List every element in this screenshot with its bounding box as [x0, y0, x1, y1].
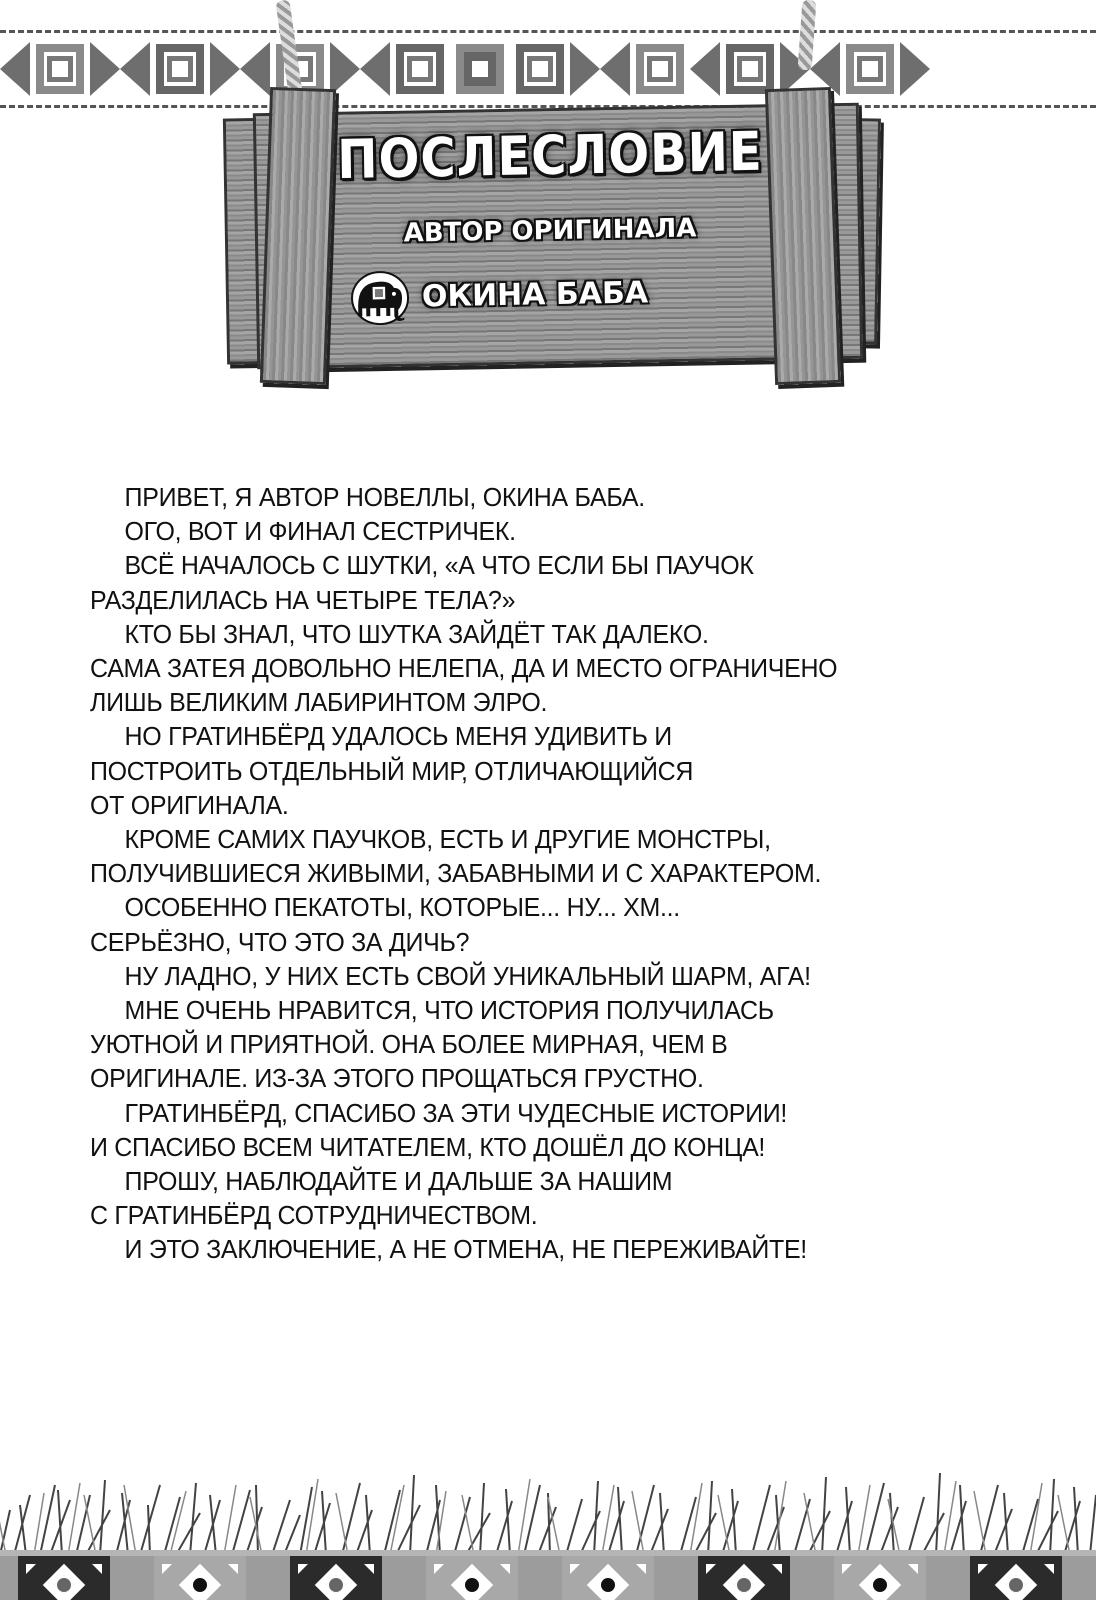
- text-line: ПРОШУ, НАБЛЮДАЙТЕ И ДАЛЬШЕ ЗА НАШИМ: [124, 1166, 673, 1197]
- text-line: НО ГРАТИНБЁРД УДАЛОСЬ МЕНЯ УДИВИТЬ И: [124, 721, 672, 752]
- elephant-icon: [350, 270, 411, 326]
- triangle-ornament-icon: [120, 42, 150, 96]
- triangle-ornament-icon: [90, 42, 120, 96]
- eye-tile-icon: [290, 1556, 382, 1600]
- text-line: ПОЛУЧИВШИЕСЯ ЖИВЫМИ, ЗАБАВНЫМИ И С ХАРАКТЕРОМ.: [90, 858, 822, 889]
- dashed-line-top: [0, 30, 1096, 33]
- square-ornament-icon: [456, 44, 504, 94]
- text-line: НУ ЛАДНО, У НИХ ЕСТЬ СВОЙ УНИКАЛЬНЫЙ ШАРМ, АГА!: [124, 960, 811, 991]
- text-line: ОРИГИНАЛЕ. ИЗ-ЗА ЭТОГО ПРОЩАТЬСЯ ГРУСТНО.: [90, 1063, 704, 1094]
- text-line: ОТ ОРИГИНАЛА.: [90, 789, 289, 820]
- text-line: УЮТНОЙ И ПРИЯТНОЙ. ОНА БОЛЕЕ МИРНАЯ, ЧЕМ В: [90, 1029, 728, 1060]
- text-line: ПОСТРОИТЬ ОТДЕЛЬНЫЙ МИР, ОТЛИЧАЮЩИЙСЯ: [90, 755, 694, 786]
- square-ornament-icon: [396, 44, 444, 94]
- eye-tile-icon: [834, 1556, 926, 1600]
- author-row: [350, 265, 649, 325]
- wooden-sign: [225, 88, 875, 378]
- square-ornament-icon: [156, 44, 204, 94]
- text-line: ЛИШЬ ВЕЛИКИМ ЛАБИРИНТОМ ЭЛРО.: [90, 687, 548, 718]
- text-line: ПРИВЕТ, Я АВТОР НОВЕЛЛЫ, ОКИНА БАБА.: [124, 482, 645, 512]
- triangle-ornament-icon: [0, 42, 30, 96]
- square-ornament-icon: [516, 44, 564, 94]
- text-line: ГРАТИНБЁРД, СПАСИБО ЗА ЭТИ ЧУДЕСНЫЕ ИСТОРИИ!: [124, 1097, 788, 1128]
- text-line: МНЕ ОЧЕНЬ НРАВИТСЯ, ЧТО ИСТОРИЯ ПОЛУЧИЛАСЬ: [124, 995, 774, 1026]
- text-line: КТО БЫ ЗНАЛ, ЧТО ШУТКА ЗАЙДЁТ ТАК ДАЛЕКО.: [124, 618, 709, 649]
- square-ornament-icon: [846, 44, 894, 94]
- text-line: РАЗДЕЛИЛАСЬ НА ЧЕТЫРЕ ТЕЛА?»: [90, 584, 516, 615]
- text-line: С ГРАТИНБЁРД СОТРУДНИЧЕСТВОМ.: [90, 1200, 538, 1231]
- eye-tile-icon: [426, 1556, 518, 1600]
- eye-tile-icon: [698, 1556, 790, 1600]
- square-ornament-icon: [636, 44, 684, 94]
- square-ornament-icon: [36, 44, 84, 94]
- eye-tile-icon: [970, 1556, 1062, 1600]
- eye-tile-icon: [18, 1556, 110, 1600]
- sign-content: [225, 88, 875, 378]
- eye-tile-icon: [154, 1556, 246, 1600]
- text-line: ОГО, ВОТ И ФИНАЛ СЕСТРИЧЕК.: [124, 516, 516, 547]
- text-line: СЕРЬЁЗНО, ЧТО ЭТО ЗА ДИЧЬ?: [90, 926, 470, 957]
- sign-subtitle: АВТОР ОРИГИНАЛА: [403, 213, 697, 249]
- author-name: ОКИНА БАБА: [421, 275, 649, 315]
- tile-row: [0, 1556, 1096, 1600]
- text-line: КРОМЕ САМИХ ПАУЧКОВ, ЕСТЬ И ДРУГИЕ МОНСТРЫ,: [124, 824, 771, 855]
- bottom-ornament-band: [0, 1550, 1096, 1600]
- text-line: ВСЁ НАЧАЛОСЬ С ШУТКИ, «А ЧТО ЕСЛИ БЫ ПАУЧОК: [124, 550, 754, 581]
- triangle-ornament-icon: [900, 42, 930, 96]
- text-line: И ЭТО ЗАКЛЮЧЕНИЕ, А НЕ ОТМЕНА, НЕ ПЕРЕЖИВАЙТЕ!: [124, 1234, 807, 1265]
- text-line: И СПАСИБО ВСЕМ ЧИТАТЕЛЕМ, КТО ДОШЁЛ ДО КОНЦА!: [90, 1131, 766, 1162]
- afterword-text: [90, 480, 983, 1267]
- text-line: ОСОБЕННО ПЕКАТОТЫ, КОТОРЫЕ... НУ... ХМ...: [124, 892, 680, 923]
- grass-decoration-icon: [0, 1455, 1096, 1555]
- text-line: САМА ЗАТЕЯ ДОВОЛЬНО НЕЛЕПА, ДА И МЕСТО ОГРАНИЧЕНО: [90, 653, 838, 684]
- square-ornament-icon: [726, 44, 774, 94]
- eye-tile-icon: [562, 1556, 654, 1600]
- page-title: ПОСЛЕСЛОВИЕ: [336, 120, 764, 192]
